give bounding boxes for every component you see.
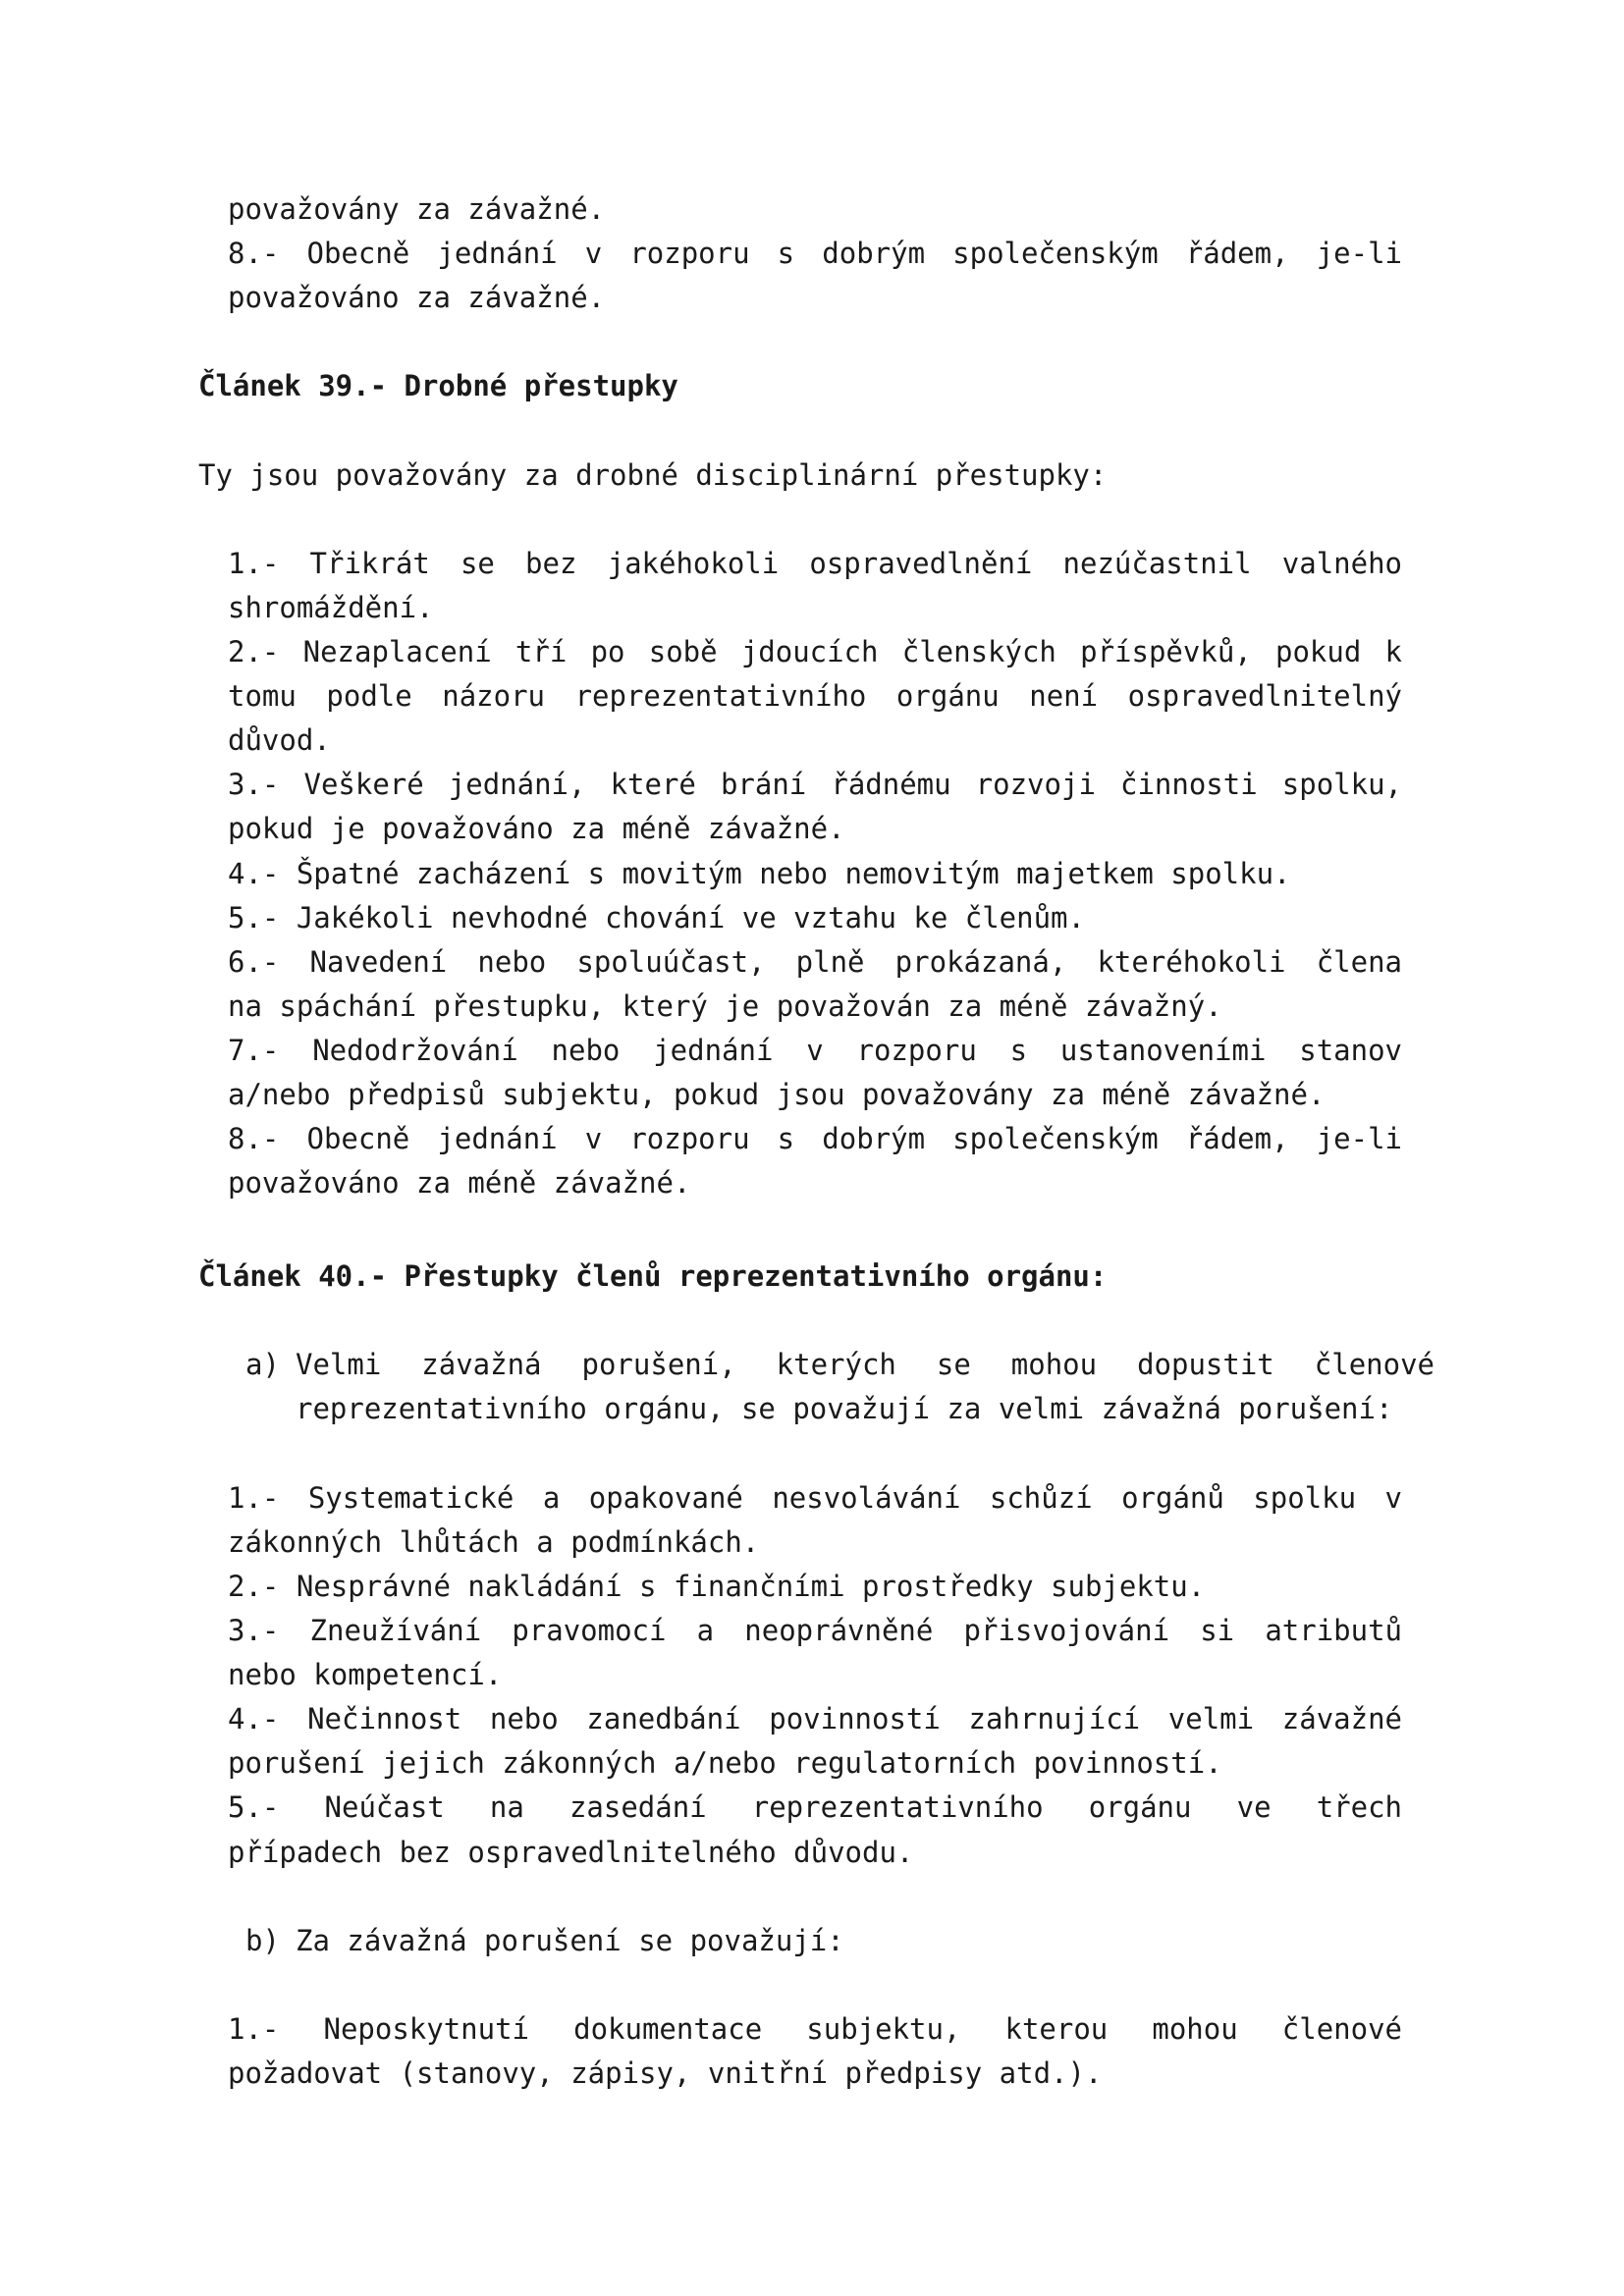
- a-item-3-line-1: 3.- Zneužívání pravomocí a neoprávněné přisvojování si atributů: [228, 1613, 1402, 1647]
- prev-text-line: považovány za závažné.: [228, 191, 606, 226]
- list-item-1-line-2: shromáždění.: [228, 590, 434, 624]
- article-40-heading: Článek 40.- Přestupky členů reprezentativního orgánu:: [198, 1259, 1108, 1294]
- list-item-1-line-1: 1.- Třikrát se bez jakéhokoli ospravedlnění nezúčastnil valného: [228, 546, 1402, 580]
- section-a-text-line-1: Velmi závažná porušení, kterých se mohou dopustit členové: [296, 1348, 1435, 1382]
- a-item-4-line-1: 4.- Nečinnost nebo zanedbání povinností zahrnující velmi závažné: [228, 1702, 1402, 1736]
- list-item-2-line-3: důvod.: [228, 723, 331, 758]
- article-39-heading: Článek 39.- Drobné přestupky: [198, 369, 678, 403]
- a-item-5-line-2: případech bez ospravedlnitelného důvodu.: [228, 1835, 914, 1869]
- list-item-3-line-1: 3.- Veškeré jednání, které brání řádnému rozvoji činnosti spolku,: [228, 768, 1402, 802]
- a-item-5-line-1: 5.- Neúčast na zasedání reprezentativního orgánu ve třech: [228, 1790, 1402, 1825]
- prev-item-8-line-1: 8.- Obecně jednání v rozporu s dobrým společenským řádem, je-li: [228, 237, 1402, 271]
- section-b-text: Za závažná porušení se považují:: [296, 1923, 844, 1957]
- list-item-3-line-2: pokud je považováno za méně závažné.: [228, 812, 845, 846]
- list-item-6-line-1: 6.- Navedení nebo spoluúčast, plně prokázaná, kteréhokoli člena: [228, 944, 1402, 979]
- list-item-5: 5.- Jakékoli nevhodné chování ve vztahu ke členům.: [228, 900, 1085, 934]
- list-item-2-line-2: tomu podle názoru reprezentativního orgánu není ospravedlnitelný: [228, 679, 1402, 714]
- a-item-1-line-2: zákonných lhůtách a podmínkách.: [228, 1524, 760, 1559]
- a-item-2: 2.- Nesprávné nakládání s finančními prostředky subjektu.: [228, 1569, 1206, 1603]
- list-item-7-line-2: a/nebo předpisů subjektu, pokud jsou považovány za méně závažné.: [228, 1078, 1326, 1112]
- list-item-6-line-2: na spáchání přestupku, který je považován za méně závažný.: [228, 988, 1222, 1023]
- a-item-1-line-1: 1.- Systematické a opakované nesvolávání schůzí orgánů spolku v: [228, 1480, 1402, 1515]
- section-b-label: b): [245, 1923, 280, 1957]
- article-39-intro: Ty jsou považovány za drobné disciplinární přestupky:: [198, 457, 1108, 492]
- list-item-7-line-1: 7.- Nedodržování nebo jednání v rozporu s ustanoveními stanov: [228, 1034, 1402, 1068]
- a-item-3-line-2: nebo kompetencí.: [228, 1658, 503, 1692]
- list-item-2-line-1: 2.- Nezaplacení tří po sobě jdoucích členských příspěvků, pokud k: [228, 635, 1402, 669]
- prev-item-8-line-2: považováno za závažné.: [228, 281, 606, 315]
- section-a-text-line-2: reprezentativního orgánu, se považují za velmi závažná porušení:: [296, 1392, 1393, 1426]
- list-item-8-line-2: považováno za méně závažné.: [228, 1166, 691, 1201]
- b-item-1-line-1: 1.- Neposkytnutí dokumentace subjektu, kterou mohou členové: [228, 2011, 1402, 2046]
- list-item-4: 4.- Špatné zacházení s movitým nebo nemovitým majetkem spolku.: [228, 856, 1291, 890]
- b-item-1-line-2: požadovat (stanovy, zápisy, vnitřní předpisy atd.).: [228, 2056, 1103, 2091]
- list-item-8-line-1: 8.- Obecně jednání v rozporu s dobrým společenským řádem, je-li: [228, 1122, 1402, 1156]
- section-a-label: a): [245, 1348, 280, 1382]
- a-item-4-line-2: porušení jejich zákonných a/nebo regulatorních povinností.: [228, 1746, 1222, 1781]
